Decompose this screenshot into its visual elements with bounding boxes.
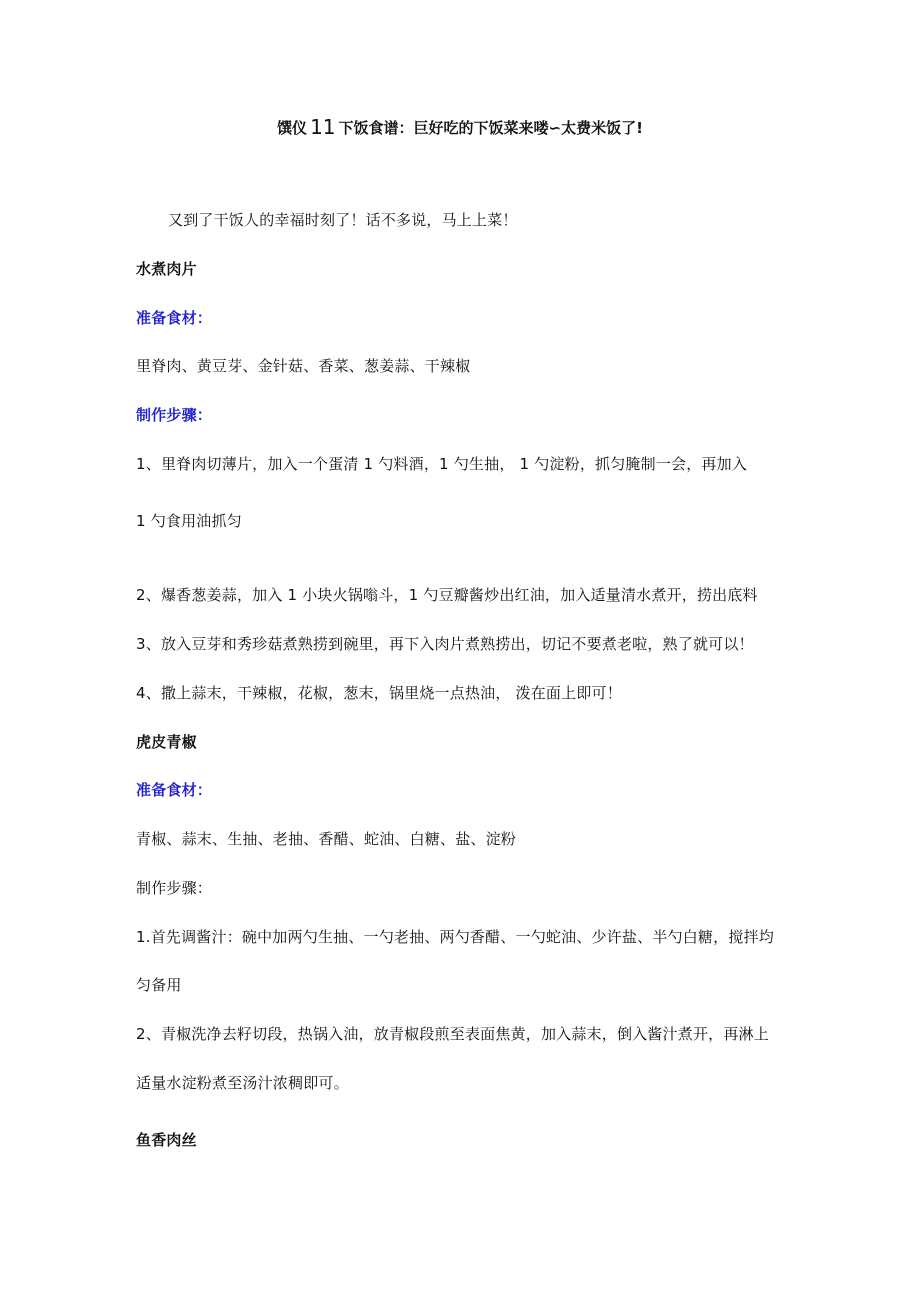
steps-heading: 制作步骤： bbox=[136, 879, 213, 897]
ingredients-list: 里脊肉、黄豆芽、金针菇、香菜、葱姜蒜、干辣椒 bbox=[136, 357, 471, 375]
step-line: 1、里脊肉切薄片，加入一个蛋清 1 勺料酒，1 勺生抽， 1 勺淀粉，抓匀腌制一会，再加入 bbox=[136, 455, 748, 473]
step-line: 2、爆香葱姜蒜，加入 1 小块火锅嗡斗，1 勺豆瓣酱炒出红油，加入适量清水煮开，捞出底料 bbox=[136, 586, 758, 604]
title-prefix: 馔仪 bbox=[277, 119, 308, 137]
step-line: 2、青椒洗净去籽切段，热锅入油，放青椒段煎至表面焦黄，加入蒜末，倒入酱汁煮开，再淋上 bbox=[136, 1025, 769, 1043]
steps-heading: 制作步骤： bbox=[136, 406, 213, 424]
ingredients-heading: 准备食材： bbox=[136, 309, 213, 327]
ingredients-list: 青椒、蒜末、生抽、老抽、香醋、蛇油、白糖、盐、淀粉 bbox=[136, 830, 517, 848]
step-line: 匀备用 bbox=[136, 976, 182, 994]
intro-paragraph: 又到了干饭人的幸福时刻了！话不多说，马上上菜！ bbox=[168, 211, 518, 229]
ingredients-heading: 准备食材： bbox=[136, 781, 213, 799]
recipe-title: 水煮肉片 bbox=[136, 260, 197, 278]
step-line: 3、放入豆芽和秀珍菇煮熟捞到碗里，再下入肉片煮熟捞出，切记不要煮老啦，熟了就可以！ bbox=[136, 635, 754, 653]
document-title bbox=[0, 116, 920, 139]
title-number: 11 bbox=[310, 115, 336, 139]
recipe-title: 鱼香肉丝 bbox=[136, 1131, 197, 1149]
title-rest: 下饭食谱：巨好吃的下饭菜来喽∽太费米饭了! bbox=[338, 119, 643, 137]
step-line: 1.首先调酱汁：碗中加两勺生抽、一勺老抽、两勺香醋、一勺蛇油、少许盐、半勺白糖，搅拌均 bbox=[136, 928, 774, 946]
recipe-title: 虎皮青椒 bbox=[136, 733, 197, 751]
step-line: 1 勺食用油抓匀 bbox=[136, 512, 242, 530]
step-line: 4、撒上蒜末，干辣椒，花椒，葱末，锅里烧一点热油， 泼在面上即可！ bbox=[136, 684, 622, 702]
step-line: 适量水淀粉煮至汤汁浓稠即可。 bbox=[136, 1074, 349, 1092]
